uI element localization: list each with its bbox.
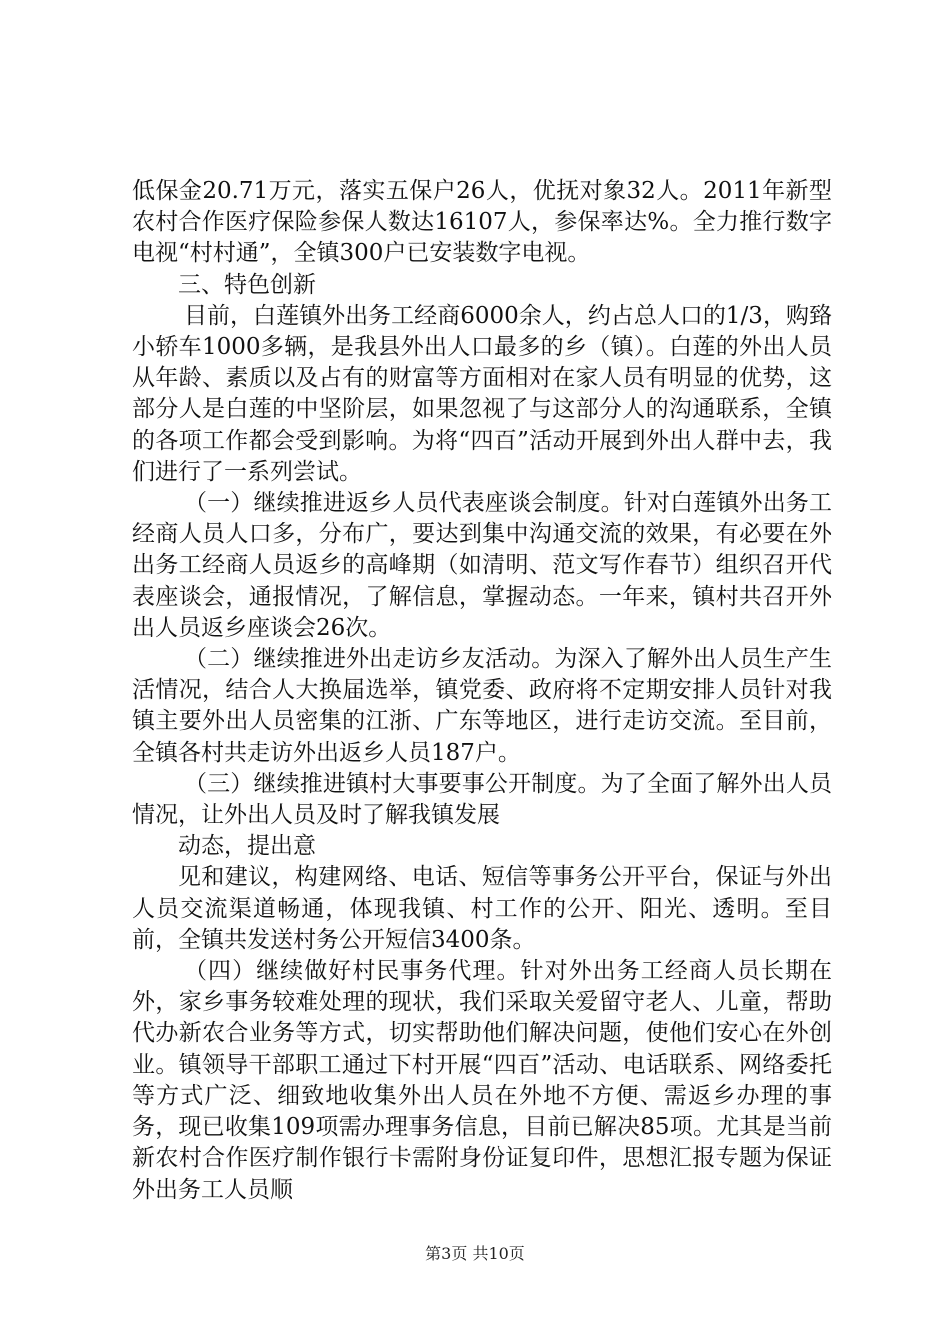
body-paragraph: （二）继续推进外出走访乡友活动。为深入了解外出人员生产生活情况，结合人大换届选举，镇党委、政府将不定期安排人员针对我镇主要外出人员密集的江浙、广东等地区，进行走访交流。至目前，全镇各村共走访外出返乡人员187户。 bbox=[132, 646, 832, 766]
body-paragraph: （四）继续做好村民事务代理。针对外出务工经商人员长期在外，家乡事务较难处理的现状，我们采取关爱留守老人、儿童，帮助代办新农合业务等方式，切实帮助他们解决问题，使他们安心在外创业。镇领导干部职工通过下村开展“四百”活动、电话联系、网络委托等方式广泛、细致地收集外出人员在外地不方便、需返乡办理的事务，现已收集109项需办理事务信息，目前已解决85项。尤其是当前新农村合作医疗制作银行卡需附身份证复印件，思想汇报专题为保证外出务工人员顺 bbox=[132, 958, 832, 1203]
body-paragraph: 低保金20.71万元，落实五保户26人，优抚对象32人。2011年新型农村合作医疗保险参保人数达16107人，参保率达%。全力推行数字电视“村村通”，全镇300户已安装数字电视。 bbox=[132, 178, 832, 267]
section-heading: 三、特色创新 bbox=[178, 271, 316, 298]
body-paragraph: （一）继续推进返乡人员代表座谈会制度。针对白莲镇外出务工经商人员人口多，分布广，要达到集中沟通交流的效果，有必要在外出务工经商人员返乡的高峰期（如清明、范文写作春节）组织召开代表座谈会，通报情况，了解信息，掌握动态。一年来，镇村共召开外出人员返乡座谈会26次。 bbox=[132, 490, 832, 641]
page-number-label: 第3页 共10页 bbox=[425, 1244, 525, 1263]
body-paragraph: 见和建议，构建网络、电话、短信等事务公开平台，保证与外出人员交流渠道畅通，体现我镇、村工作的公开、阳光、透明。至目前，全镇共发送村务公开短信3400条。 bbox=[132, 864, 832, 953]
document-body bbox=[132, 176, 832, 1206]
body-paragraph: 目前，白莲镇外出务工经商6000余人，约占总人口的1/3，购臵小轿车1000多辆，是我县外出人口最多的乡（镇）。白莲的外出人员从年龄、素质以及占有的财富等方面相对在家人员有明显的优势，这部分人是白莲的中坚阶层，如果忽视了与这部分人的沟通联系，全镇的各项工作都会受到影响。为将“四百”活动开展到外出人群中去，我们进行了一系列尝试。 bbox=[132, 302, 832, 485]
body-paragraph: 动态，提出意 bbox=[178, 833, 316, 860]
body-paragraph: （三）继续推进镇村大事要事公开制度。为了全面了解外出人员情况，让外出人员及时了解我镇发展 bbox=[132, 770, 832, 829]
page-footer bbox=[0, 1244, 950, 1264]
